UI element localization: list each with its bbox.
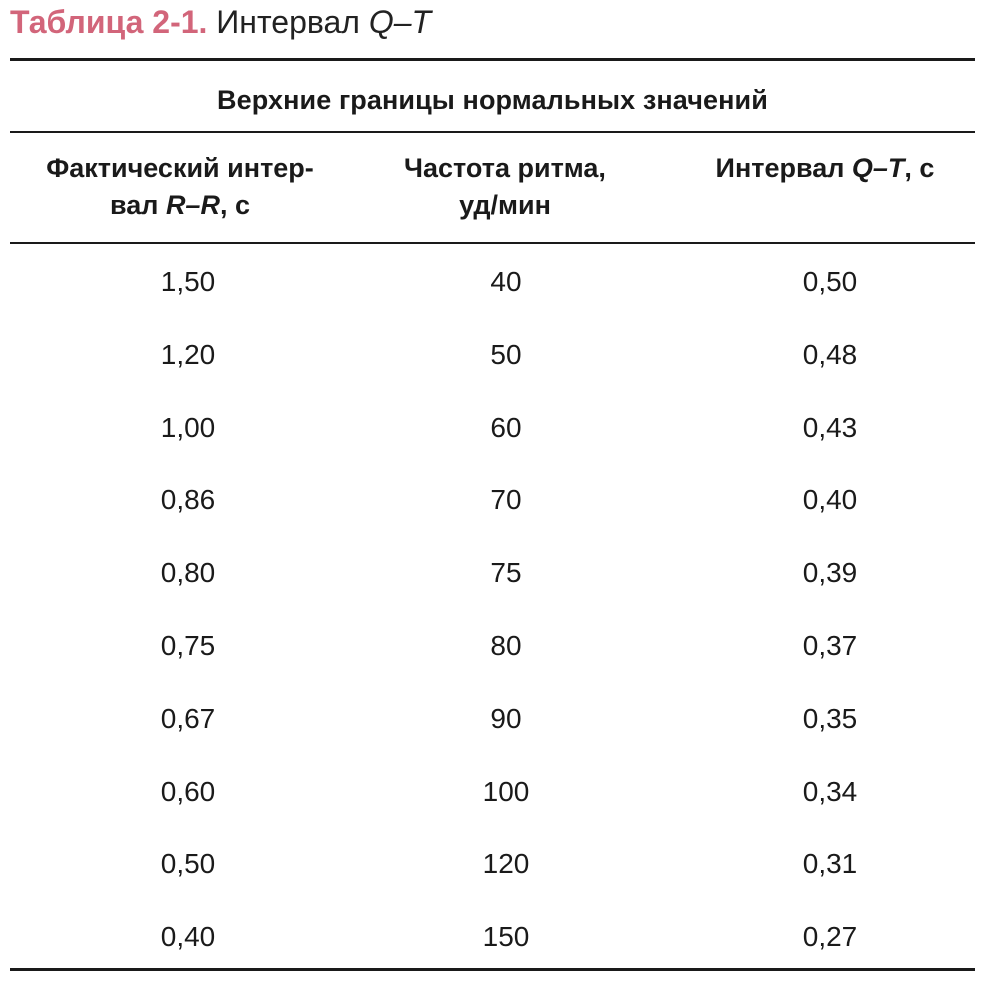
column-header-qt-italic: Q–T (851, 153, 905, 183)
qt-interval-cell: 0,40 (802, 484, 858, 516)
table-name-prefix: Интервал (216, 4, 369, 40)
qt-interval-cell: 0,50 (802, 266, 858, 297)
rr-interval-cell: 0,60 (160, 775, 216, 807)
column-header-qt (680, 150, 970, 187)
rr-interval-cell: 1,20 (160, 338, 216, 370)
heart-rate-cell: 75 (490, 557, 522, 589)
rr-interval-cell: 0,40 (160, 921, 216, 953)
column-header-rr-italic: R–R (165, 190, 220, 220)
table-title (10, 2, 431, 42)
heart-rate-cell: 120 (482, 848, 530, 880)
heart-rate-cell: 40 (490, 266, 522, 297)
qt-interval-cell: 0,31 (802, 848, 858, 880)
rr-interval-cell: 0,75 (160, 629, 216, 661)
table-row (10, 610, 975, 683)
qt-interval-cell: 0,37 (802, 629, 858, 661)
heart-rate-cell: 50 (490, 338, 522, 370)
table-row (10, 537, 975, 610)
column-header-rr (20, 150, 340, 224)
table-row (10, 319, 975, 392)
table-row (10, 756, 975, 829)
table-row (10, 683, 975, 756)
column-header-qt-suffix: , с (904, 153, 935, 183)
table-name-italic: Q–T (368, 4, 432, 40)
table-row (10, 828, 975, 901)
top-rule (10, 58, 975, 61)
table-row (10, 246, 975, 319)
qt-interval-cell: 0,43 (802, 411, 858, 443)
rr-interval-cell: 0,67 (160, 702, 216, 734)
table-row (10, 901, 975, 974)
heart-rate-cell: 100 (482, 775, 530, 807)
rr-interval-cell: 0,50 (160, 848, 216, 880)
column-header-rr-line2 (20, 187, 340, 224)
bottom-rule (10, 968, 975, 971)
column-header-rate (355, 150, 655, 224)
rr-interval-cell: 0,80 (160, 557, 216, 589)
column-header-rate-line2: уд/мин (459, 190, 551, 220)
column-header-qt-line (680, 150, 970, 187)
qt-interval-cell: 0,35 (802, 702, 858, 734)
column-header-divider (10, 242, 975, 244)
column-header-rr-line1: Фактический интер- (46, 153, 314, 183)
heart-rate-cell: 80 (490, 629, 522, 661)
table-number-label: Таблица 2-1. (10, 4, 208, 40)
upper-header: Верхние границы нормальных значений (217, 85, 768, 115)
qt-interval-cell: 0,39 (802, 557, 858, 589)
table-row (10, 464, 975, 537)
column-header-rate-line1: Частота ритма, (404, 153, 606, 183)
qt-interval-cell: 0,34 (802, 775, 858, 807)
rr-interval-cell: 0,86 (160, 484, 216, 516)
heart-rate-cell: 70 (490, 484, 522, 516)
heart-rate-cell: 60 (490, 411, 522, 443)
heart-rate-cell: 150 (482, 921, 530, 953)
header-divider (10, 131, 975, 133)
rr-interval-cell: 1,00 (160, 411, 216, 443)
column-header-rr-prefix: вал (110, 190, 166, 220)
table-name (216, 4, 431, 40)
table-row (10, 392, 975, 465)
rr-interval-cell: 1,50 (160, 266, 216, 297)
qt-interval-cell: 0,27 (802, 921, 858, 953)
column-header-rr-suffix: , с (219, 190, 250, 220)
column-header-qt-prefix: Интервал (715, 153, 852, 183)
qt-interval-cell: 0,48 (802, 338, 858, 370)
heart-rate-cell: 90 (490, 702, 522, 734)
table-body (10, 246, 975, 974)
